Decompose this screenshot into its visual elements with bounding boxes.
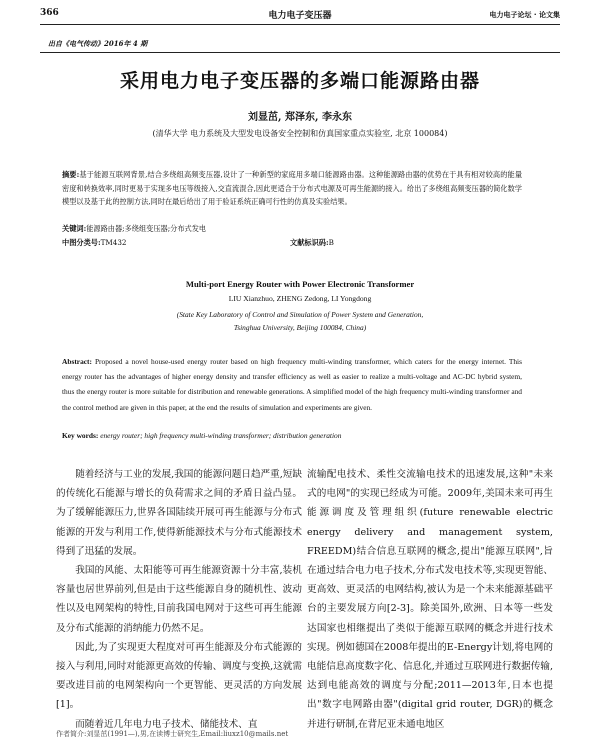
body-paragraph: 我国的风能、太阳能等可再生能源资源十分丰富,装机容量也居世界前列,但是由于这些能源自身的随机性、波动性以及电网架构的特性,目前我国电网对于这些可再生能源及分布式能源的消纳能力仍然不足。 [56,565,302,634]
paper-title: 采用电力电子变压器的多端口能源路由器 [119,70,480,92]
header-rule [40,24,560,25]
body-paragraph: 流输配电技术、柔性交流输电技术的迅速发展,这种"未来式的电网"的实现已经成为可能。2009年,美国未来可再生能源调度及管理组织(future renewable electric energy delivery and management system, FREEDM)结合信息互联网的概念,提出"能源互联网",旨在通过结合电力电子技术,分布式发电技术等,实现更智能、更高效、更灵活的电网结构,被认为是一个未来能源基础平台的主要发展方向[2-3]。除美国外,欧洲、日本等一些发达国家也相继提出了类似于能源互联网的概念并进行技术实现。例如德国在2008年提出的E-Energy计划,将电网的电能信息高度数字化、信息化,并通过互联网进行数据传输,达到电能高效的调度与分配;2011—2013年,日本也提出"数字电网路由器"(digital grid router, DGR)的概念并进行研制,在背尼亚未通电地区 [307,469,553,730]
english-affiliation-line2: Tsinghua University, Beijing 100084, China) [233,323,367,332]
body-paragraph: 而随着近几年电力电子技术、储能技术、直 [75,718,258,730]
affiliation: (清华大学 电力系统及大型发电设备安全控制和仿真国家重点实验室, 北京 100084) [152,129,448,138]
classification-label: 中图分类号: [62,238,101,247]
english-abstract-label: Abstract: [62,357,92,366]
page-number: 366 [40,8,59,18]
english-title: Multi-port Energy Router with Power Electronic Transformer [185,279,415,289]
running-header-journal: 电力电子论坛 · 论文集 [489,11,560,19]
document-code [290,238,334,248]
english-authors: LIU Xianzhuo, ZHENG Zedong, LI Yongdong [228,294,372,303]
abstract-cn-text: 基于能源互联网背景,结合多绕组高频变压器,设计了一种新型的家庭用多端口能源路由器。这种能源路由器的优势在于具有相对较高的能量密度和转换效率,同时更易于实现多电压等级接入,交直流混合,因此更适合于分布式电源及可再生能源的接入。给出了多绕组高频变压器的简化数学模型以及基于此的控制方法,同时在最后给出了用于验证系统正确可行性的仿真及实验结果。 [62,170,523,207]
english-affiliation-line1: (State Key Laboratory of Control and Simulation of Power System and Generation, [176,310,424,319]
keywords-cn [62,224,206,234]
classification-value: TM432 [100,238,127,247]
body-paragraph: 因此,为了实现更大程度对可再生能源及分布式能源的接入与利用,同时对能源更高效的传输、调度与变换,这就需要改进目前的电网架构向一个更智能、更灵活的方向发展[1]。 [56,641,302,711]
english-abstract-text: Proposed a novel house-used energy router based on high frequency multi-winding transformer, which caters for the energy internet. This energy router has the advantages of higher energy density and transfer efficiency as well as easier to realize a multi-voltage and AC-DC hybrid system, thus the energy router is more suitable for distribution and renewable generations. A simplified model of the high frequency multi-winding transformer and the control method are given in this paper, at the end the results of simulation and experiments are given. [62,357,522,412]
document-code-value: B [328,238,334,247]
body-right-column [307,465,553,734]
english-keywords [62,431,522,440]
source-rule [40,52,560,53]
document-code-label: 文献标识码: [290,238,329,247]
keywords-cn-label: 关键词: [62,224,87,233]
source-line: 出自《电气传动》2016年 4 期 [48,39,148,48]
english-keywords-text: energy router; high frequency multi-winding transformer; distribution generation [100,431,342,440]
classification [62,238,126,248]
footnote: 作者简介:刘显茁(1991—),男,在读博士研究生,Email:liuxz10@mails.net [56,730,289,738]
keywords-cn-text: 能源路由器;多绕组变压器;分布式发电 [86,224,207,233]
authors: 刘显茁, 郑泽东, 李永东 [248,112,352,123]
english-abstract [62,354,522,415]
body-paragraph: 随着经济与工业的发展,我国的能源问题日趋严重,短缺的传统化石能源与增长的负荷需求之间的矛盾日益凸显。为了缓解能源压力,世界各国陆续开展可再生能源与分布式能源的开发与利用工作,使得新能源技术与分布式能源技术得到了迅猛的发展。 [56,469,302,557]
abstract-cn-label: 摘要: [62,170,80,179]
english-keywords-label: Key words: [62,431,99,440]
running-header-title: 电力电子变压器 [268,11,332,21]
body-left-column [56,465,302,734]
abstract-cn [62,168,522,209]
